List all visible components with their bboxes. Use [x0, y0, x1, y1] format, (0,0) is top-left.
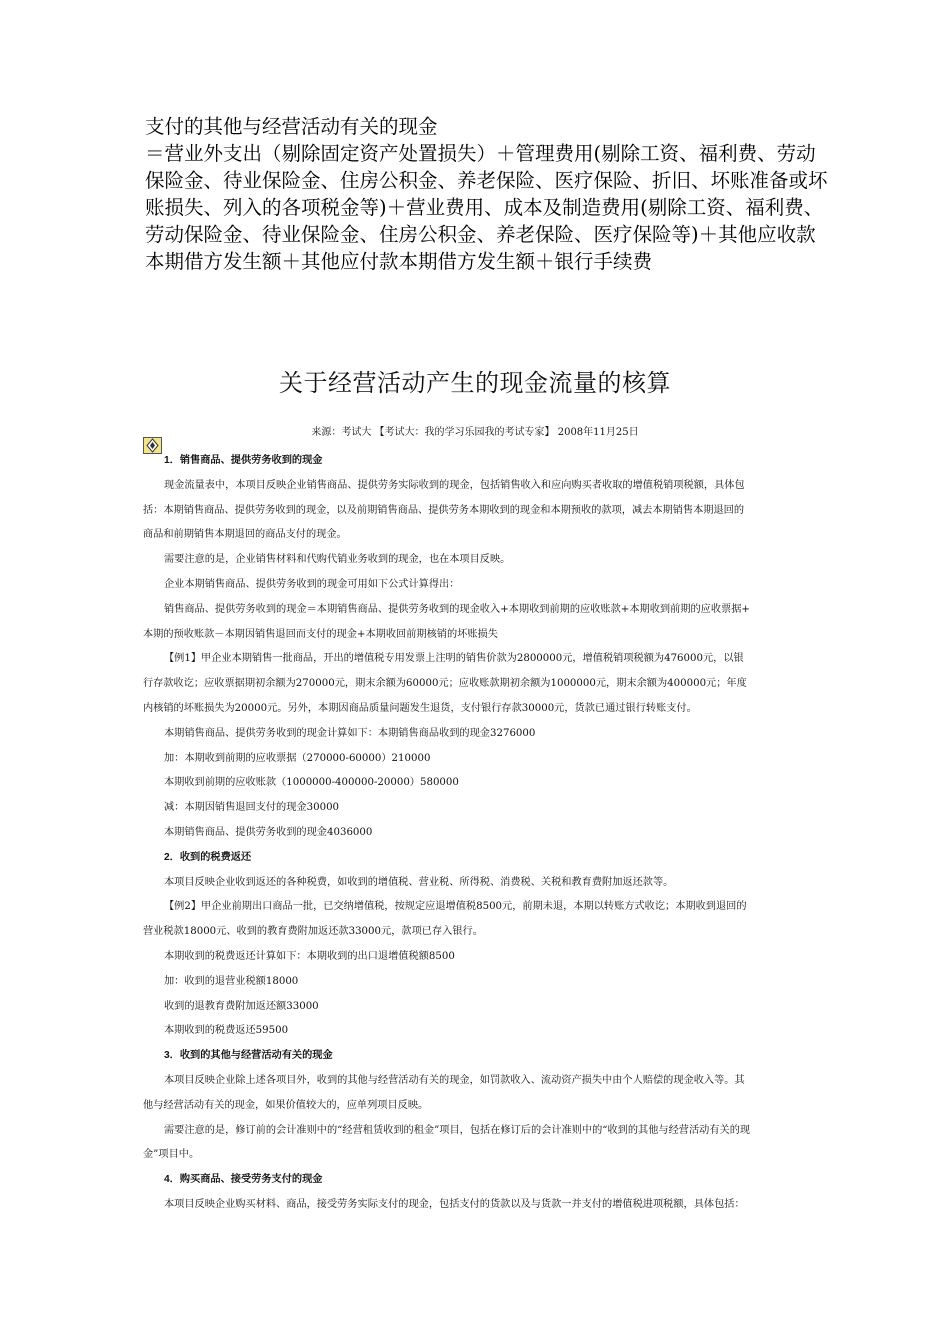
calculation-line: 加：收到的退营业税额18000 [164, 975, 299, 987]
intro-text [145, 113, 828, 275]
article-body [143, 449, 813, 1218]
calculation-line: 本期收到的税费返还计算如下：本期收到的出口退增值税额8500 [164, 950, 455, 962]
paragraph-line: 本项目反映企业除上述各项目外，收到的其他与经营活动有关的现金，如罚款收入、流动资产损失中由个人赔偿的现金收入等。其 [164, 1074, 745, 1086]
calculation-line: 本期销售商品、提供劳务收到的现金4036000 [164, 826, 373, 838]
example-line: 【例1】甲企业本期销售一批商品，开出的增值税专用发票上注明的销售价款为2800000元，增值税销项税额为476000元，以银 [164, 653, 744, 665]
paragraph-line: 他与经营活动有关的现金，如果价值较大的，应单列项目反映。 [143, 1099, 429, 1111]
section-heading: 1．销售商品、提供劳务收到的现金 [164, 455, 323, 466]
calculation-line: 本期收到的税费返还59500 [164, 1025, 289, 1037]
example-line: 营业税款18000元、收到的教育费附加返还款33000元，款项已存入银行。 [143, 926, 483, 938]
article-title: 关于经营活动产生的现金流量的核算 [279, 369, 671, 397]
intro-line: 劳动保险金、待业保险金、住房公积金、养老保险、医疗保险等)＋其他应收款 [145, 223, 816, 246]
intro-line: 保险金、待业保险金、住房公积金、养老保险、医疗保险、折旧、坏账准备或坏 [145, 169, 828, 192]
paragraph-line: 需要注意的是，企业销售材料和代购代销业务收到的现金，也在本项目反映。 [164, 554, 511, 566]
calculation-line: 加：本期收到前期的应收票据（270000-60000）210000 [164, 752, 431, 764]
paragraph-line: 金”项目中。 [143, 1149, 200, 1161]
intro-line: ＝营业外支出（剔除固定资产处置损失）＋管理费用(剔除工资、福利费、劳动 [145, 142, 816, 165]
calculation-line: 减：本期因销售退回支付的现金30000 [164, 802, 340, 814]
paragraph-line: 本期的预收账款－本期因销售退回而支付的现金+本期收回前期核销的坏账损失 [143, 628, 498, 640]
paragraph-line: 现金流量表中，本项目反映企业销售商品、提供劳务实际收到的现金，包括销售收入和应向购买者收取的增值税销项税额，具体包 [164, 479, 745, 491]
paragraph-line: 本项目反映企业收到返还的各种税费，如收到的增值税、营业税、所得税、消费税、关税和教育费附加返还款等。 [164, 876, 674, 888]
example-line: 内核销的坏账损失为20000元。另外，本期因商品质量问题发生退货，支付银行存款30000元，货款已通过银行转账支付。 [143, 702, 697, 714]
example-line: 【例2】甲企业前期出口商品一批，已交纳增值税，按规定应退增值税8500元，前期未退，本期以转账方式收讫；本期收到退回的 [164, 901, 747, 913]
section-heading: 4．购买商品、接受劳务支付的现金 [164, 1174, 323, 1186]
article-source: 来源：考试大 【考试大：我的学习乐园我的考试专家】 2008年11月25日 [311, 427, 639, 438]
paragraph-line: 销售商品、提供劳务收到的现金＝本期销售商品、提供劳务收到的现金收入+本期收到前期的应收账款+本期收到前期的应收票据+ [164, 603, 750, 615]
section-heading: 2．收到的税费返还 [164, 851, 252, 863]
paragraph-line: 本项目反映企业购买材料、商品，接受劳务实际支付的现金，包括支付的货款以及与货款一并支付的增值税进项税额，具体包括： [164, 1198, 745, 1210]
calculation-line: 本期收到前期的应收账款（1000000-400000-20000）580000 [164, 777, 459, 789]
intro-line: 支付的其他与经营活动有关的现金 [145, 115, 438, 138]
calculation-line: 收到的退教育费附加返还额33000 [164, 1000, 319, 1012]
paragraph-line: 括：本期销售商品、提供劳务收到的现金，以及前期销售商品、提供劳务本期收到的现金和本期预收的款项，减去本期销售本期退回的 [143, 504, 745, 516]
intro-line: 本期借方发生额＋其他应付款本期借方发生额＋银行手续费 [145, 250, 653, 273]
paragraph-line: 企业本期销售商品、提供劳务收到的现金可用如下公式计算得出： [164, 578, 460, 590]
calculation-line: 本期销售商品、提供劳务收到的现金计算如下：本期销售商品收到的现金3276000 [164, 727, 536, 739]
paragraph-line: 需要注意的是，修订前的会计准则中的“经营租赁收到的租金”项目，包括在修订后的会计准则中的“收到的其他与经营活动有关的现 [164, 1124, 751, 1136]
intro-line: 账损失、列入的各项税金等)＋营业费用、成本及制造费用(剔除工资、福利费、 [145, 196, 824, 219]
paragraph-line: 商品和前期销售本期退回的商品支付的现金。 [143, 529, 347, 541]
example-line: 行存款收讫；应收票据期初余额为270000元，期末余额为60000元；应收账款期初余额为1000000元，期末余额为400000元；年度 [143, 678, 747, 690]
section-heading: 3．收到的其他与经营活动有关的现金 [164, 1050, 333, 1062]
